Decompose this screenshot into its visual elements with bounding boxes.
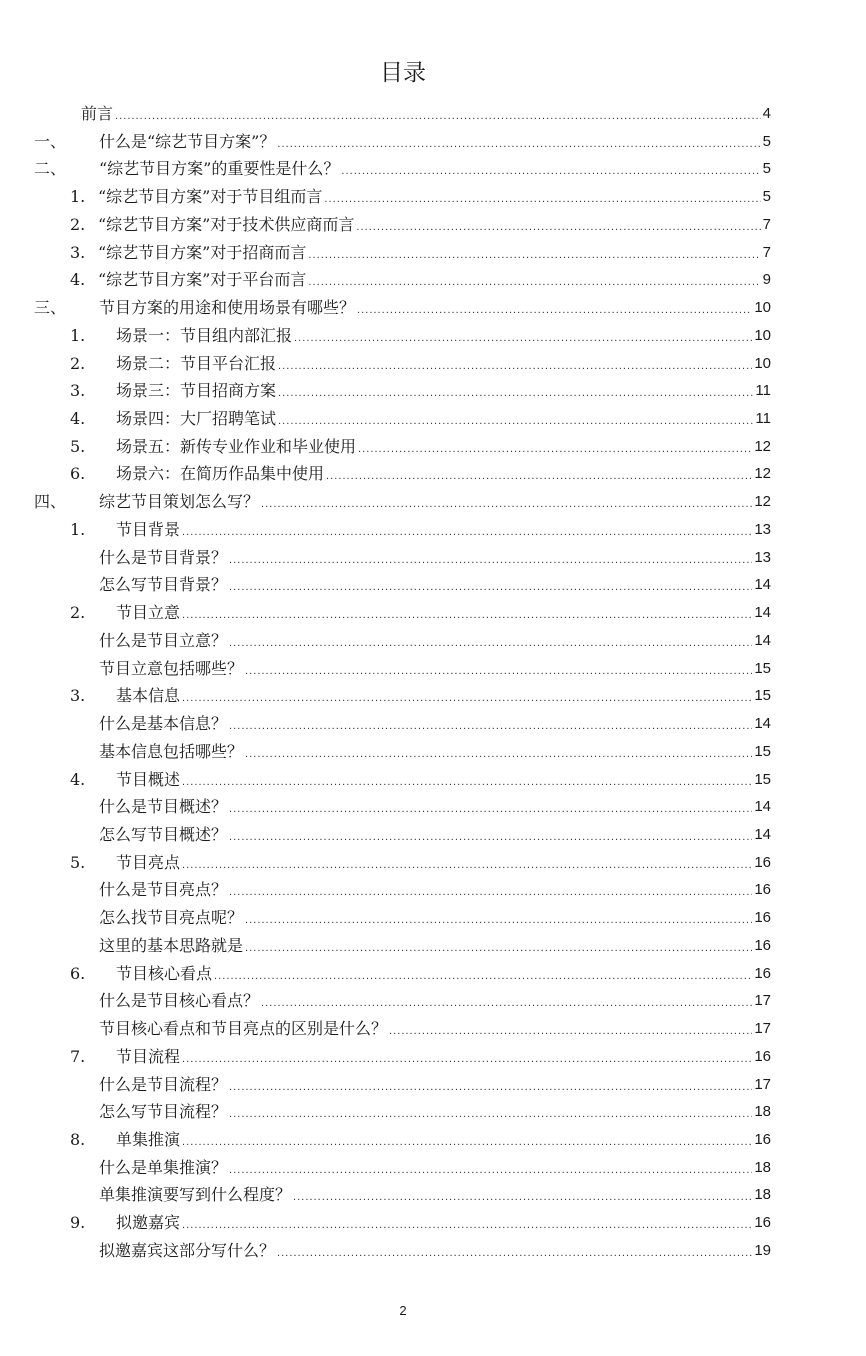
toc-leader-dots: [245, 936, 752, 956]
toc-entry-number: 3.: [70, 686, 86, 706]
toc-entry-text: 节目立意包括哪些？: [99, 658, 244, 678]
toc-entry-text: 节目概述: [116, 769, 181, 789]
toc-entry-page: 11: [755, 410, 771, 428]
toc-leader-dots: [229, 797, 752, 817]
toc-entry-page: 7: [762, 215, 771, 233]
toc-entry[interactable]: [99, 735, 771, 762]
toc-entry-text: 拟邀嘉宾: [116, 1213, 181, 1233]
toc-leader-dots: [278, 354, 752, 374]
toc-leader-dots: [358, 437, 752, 457]
toc-entry-page: 4: [762, 105, 771, 122]
toc-entry-number: 1.: [70, 187, 86, 207]
toc-entry-text: 怎么写节目背景？: [99, 575, 228, 595]
toc-leader-dots: [245, 742, 752, 762]
toc-entry-page: 15: [754, 742, 771, 760]
toc-entry-text: 节目背景: [116, 519, 181, 539]
toc-entry-text: 场景四：大厂招聘笔试: [116, 409, 277, 429]
toc-entry-page: 16: [754, 936, 771, 954]
toc-entry-page: 13: [754, 548, 771, 566]
toc-entry-number: 2.: [70, 603, 86, 623]
toc-entry-text: 什么是节目流程？: [99, 1074, 228, 1094]
toc-entry-number: 4.: [70, 769, 86, 789]
toc-entry-page: 14: [754, 576, 771, 594]
toc-leader-dots: [324, 187, 760, 207]
toc-entry-text: 这里的基本思路就是: [99, 935, 244, 955]
toc-entry-page: 16: [754, 853, 771, 871]
toc-entry[interactable]: [70, 1123, 771, 1150]
toc-leader-dots: [182, 520, 752, 540]
toc-leader-dots: [261, 991, 752, 1011]
toc-entry-text: 场景三：节目招商方案: [116, 381, 277, 401]
toc-entry[interactable]: [70, 679, 771, 706]
toc-entry-page: 5: [762, 132, 771, 150]
toc-entry-text: 综艺节目策划怎么写？: [99, 492, 260, 512]
toc-leader-dots: [357, 298, 752, 318]
toc-entry[interactable]: [70, 957, 771, 984]
toc-entry-number: 2.: [70, 353, 86, 373]
toc-entry-page: 11: [755, 382, 771, 400]
toc-entry-page: 19: [754, 1241, 771, 1259]
toc-entry-text: 基本信息: [116, 686, 181, 706]
toc-leader-dots: [341, 159, 760, 179]
toc-entry-number: 9.: [70, 1213, 86, 1233]
toc-leader-dots: [182, 686, 752, 706]
toc-entry-number: 6.: [70, 963, 86, 983]
toc-leader-dots: [229, 880, 752, 900]
toc-entry[interactable]: [34, 485, 771, 512]
toc-entry-page: 5: [762, 160, 771, 178]
toc-entry-text: 什么是基本信息？: [99, 714, 228, 734]
toc-entry[interactable]: [70, 374, 771, 401]
toc-entry[interactable]: [99, 984, 771, 1011]
toc-entry-page: 13: [754, 520, 771, 538]
toc-entry-number: 2.: [70, 214, 86, 234]
toc-leader-dots: [182, 1047, 752, 1067]
toc-leader-dots: [229, 1075, 752, 1095]
toc-entry[interactable]: [99, 1178, 771, 1205]
toc-entry-page: 18: [754, 1103, 771, 1121]
toc-leader-dots: [229, 1102, 752, 1122]
toc-entry-page: 17: [754, 992, 771, 1010]
toc-entry-text: “综艺节目方案”对于节目组而言: [98, 187, 323, 207]
toc-entry-text: 节目流程: [116, 1046, 181, 1066]
toc-entry[interactable]: [70, 763, 771, 790]
toc-entry-page: 14: [754, 798, 771, 816]
toc-entry[interactable]: [99, 1151, 771, 1178]
toc-entry-number: 四、: [34, 492, 67, 512]
toc-entry-page: 10: [754, 354, 771, 372]
toc-entry-page: 16: [754, 964, 771, 982]
toc-entry-text: 什么是节目核心看点？: [99, 991, 260, 1011]
toc-leader-dots: [182, 1213, 752, 1233]
toc-entry[interactable]: [70, 596, 771, 623]
toc-entry[interactable]: [70, 1040, 771, 1067]
toc-entry[interactable]: [70, 263, 771, 290]
toc-entry-number: 7.: [70, 1046, 86, 1066]
toc-leader-dots: [261, 492, 752, 512]
toc-entry-text: 节目核心看点和节目亮点的区别是什么？: [99, 1019, 388, 1039]
toc-entry-number: 一、: [34, 131, 67, 151]
toc-leader-dots: [277, 132, 760, 152]
toc-entry[interactable]: [99, 790, 771, 817]
toc-entry-page: 10: [754, 299, 771, 317]
toc-entry[interactable]: [70, 457, 771, 484]
toc-leader-dots: [229, 548, 752, 568]
toc-entry-text: 单集推演: [116, 1130, 181, 1149]
page-number: 2: [399, 1303, 407, 1318]
toc-entry[interactable]: [99, 1234, 771, 1261]
toc-entry[interactable]: [70, 319, 771, 346]
toc-entry[interactable]: [34, 125, 771, 152]
toc-entry[interactable]: [70, 1206, 771, 1233]
toc-entry-text: 什么是“综艺节目方案”？: [99, 131, 276, 151]
toc-entry[interactable]: [99, 818, 771, 845]
toc-entry-number: 4.: [70, 409, 86, 429]
toc-entry-page: 16: [754, 1047, 771, 1065]
toc-entry[interactable]: [70, 846, 771, 873]
toc-entry[interactable]: [99, 624, 771, 651]
toc-entry-page: 16: [754, 909, 771, 927]
toc-entry-text: 什么是节目背景？: [99, 547, 228, 567]
toc-leader-dots: [182, 1130, 752, 1150]
toc-entry-page: 16: [754, 1131, 771, 1148]
toc-leader-dots: [182, 770, 752, 790]
toc-entry-number: 8.: [70, 1130, 86, 1149]
toc-entry-text: 场景五：新传专业作业和毕业使用: [116, 436, 357, 456]
toc-entry-number: 5.: [70, 852, 86, 872]
toc-entry-page: 9: [762, 271, 771, 289]
toc-entry-text: “综艺节目方案”对于招商而言: [98, 242, 307, 262]
toc-entry-text: 节目核心看点: [116, 963, 213, 983]
toc-leader-dots: [229, 1158, 752, 1178]
toc-entry[interactable]: [99, 1095, 771, 1122]
toc-entry-page: 14: [754, 715, 771, 733]
toc-entry-text: 怎么写节目流程？: [99, 1102, 228, 1122]
toc-entry-number: 1.: [70, 519, 86, 539]
toc-entry[interactable]: [99, 541, 771, 568]
toc-entry-text: 什么是节目概述？: [99, 797, 228, 817]
toc-entry-page: 15: [754, 770, 771, 788]
toc-entry-text: 拟邀嘉宾这部分写什么？: [99, 1240, 276, 1260]
toc-leader-dots: [293, 1185, 752, 1205]
toc-entry[interactable]: [70, 236, 771, 263]
toc-entry-text: 怎么写节目概述？: [99, 824, 228, 844]
toc-entry-page: 14: [754, 631, 771, 649]
toc-leader-dots: [356, 215, 760, 235]
toc-entry-number: 二、: [34, 159, 67, 179]
toc-entry-text: 什么是节目亮点？: [99, 880, 228, 900]
toc-leader-dots: [326, 464, 752, 484]
toc-leader-dots: [214, 964, 752, 984]
toc-leader-dots: [308, 270, 760, 290]
toc-entry[interactable]: [99, 707, 771, 734]
toc-entry-number: 5.: [70, 436, 86, 456]
toc-entry[interactable]: [99, 652, 771, 679]
toc-entry-number: 4.: [70, 270, 86, 290]
toc-leader-dots: [308, 243, 760, 263]
toc-entry-text: 场景六：在简历作品集中使用: [116, 464, 325, 484]
toc-entry-text: 场景二：节目平台汇报: [116, 353, 277, 373]
toc-entry[interactable]: [99, 929, 771, 956]
toc-entry-page: 17: [754, 1020, 771, 1038]
toc-entry-page: 14: [754, 604, 771, 622]
toc-entry[interactable]: [70, 208, 771, 235]
toc-entry-number: 6.: [70, 464, 86, 484]
toc-entry-number: 3.: [70, 381, 86, 401]
toc-leader-dots: [115, 104, 761, 124]
toc-entry[interactable]: [70, 513, 771, 540]
toc-leader-dots: [229, 631, 752, 651]
toc-entry-text: “综艺节目方案”对于平台而言: [98, 270, 307, 290]
toc-leader-dots: [229, 575, 752, 595]
toc-entry-text: 节目立意: [116, 603, 181, 623]
toc-entry[interactable]: [99, 1068, 771, 1095]
toc-entry-page: 16: [754, 881, 771, 899]
toc-leader-dots: [277, 1241, 752, 1261]
toc-entry-number: 1.: [70, 325, 86, 345]
toc-entry-text: 什么是单集推演？: [99, 1157, 228, 1177]
toc-entry-text: 什么是节目立意？: [99, 630, 228, 650]
toc-entry-page: 7: [762, 243, 771, 261]
toc-entry[interactable]: [99, 1012, 771, 1039]
toc-entry[interactable]: [70, 430, 771, 457]
toc-entry-text: “综艺节目方案”对于技术供应商而言: [98, 214, 355, 234]
toc-entry[interactable]: [99, 568, 771, 595]
toc-leader-dots: [278, 409, 753, 429]
toc-entry-page: 18: [754, 1158, 771, 1176]
toc-entry[interactable]: [81, 97, 771, 124]
toc-entry[interactable]: [99, 901, 771, 928]
toc-entry-page: 15: [754, 687, 771, 705]
toc-entry-page: 16: [754, 1214, 771, 1232]
toc-entry-text: 场景一：节目组内部汇报: [116, 325, 293, 345]
toc-entry-page: 14: [754, 825, 771, 843]
toc-entry-number: 3.: [70, 242, 86, 262]
toc-leader-dots: [245, 659, 752, 679]
toc-entry-page: 12: [754, 437, 771, 455]
toc-entry-text: 怎么找节目亮点呢？: [99, 908, 244, 928]
toc-entry[interactable]: [34, 291, 771, 318]
toc-entry[interactable]: [70, 180, 771, 207]
toc-entry-page: 17: [754, 1075, 771, 1093]
toc-entry-page: 18: [754, 1186, 771, 1204]
toc-entry[interactable]: [70, 347, 771, 374]
page-title: 目录: [380, 60, 426, 86]
toc-leader-dots: [294, 326, 752, 346]
toc-entry[interactable]: [34, 152, 771, 179]
toc-entry-page: 12: [754, 465, 771, 483]
toc-entry-page: 10: [754, 326, 771, 344]
toc-entry-text: 单集推演要写到什么程度？: [99, 1185, 292, 1205]
toc-entry-page: 5: [762, 188, 771, 206]
toc-leader-dots: [229, 825, 752, 845]
toc-leader-dots: [182, 603, 752, 623]
toc-leader-dots: [229, 714, 752, 734]
toc-entry-text: “综艺节目方案”的重要性是什么？: [99, 159, 340, 179]
toc-leader-dots: [278, 381, 753, 401]
toc-leader-dots: [182, 853, 752, 873]
toc-leader-dots: [389, 1019, 752, 1039]
toc-entry-text: 基本信息包括哪些？: [99, 741, 244, 761]
toc-entry-text: 节目亮点: [116, 852, 181, 872]
toc-entry[interactable]: [99, 873, 771, 900]
toc-entry-page: 12: [754, 493, 771, 511]
toc-entry-page: 15: [754, 659, 771, 677]
toc-entry-number: 三、: [34, 298, 67, 318]
toc-leader-dots: [245, 908, 752, 928]
toc-entry-text: 前言: [81, 104, 114, 123]
toc-entry-text: 节目方案的用途和使用场景有哪些？: [99, 298, 356, 318]
toc-entry[interactable]: [70, 402, 771, 429]
